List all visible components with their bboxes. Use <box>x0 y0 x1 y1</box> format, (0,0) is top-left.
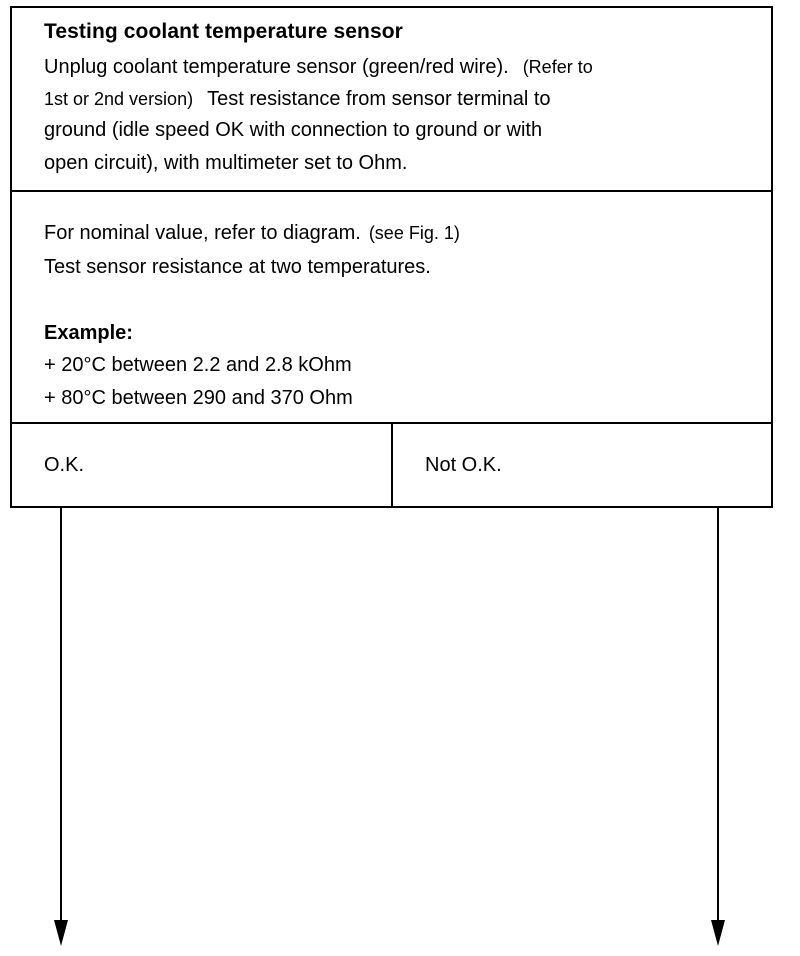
version-reference-note: (Refer to <box>522 57 593 77</box>
instruction-text-1: Unplug coolant temperature sensor (green/red wire). <box>44 56 509 78</box>
nominal-line-2: Test sensor resistance at two temperatures. <box>44 256 431 278</box>
example-value-2: + 80°C between 290 and 370 Ohm <box>44 387 353 409</box>
version-reference-note-cont: 1st or 2nd version) <box>44 89 194 109</box>
outcome-not-ok-label: Not O.K. <box>425 454 502 476</box>
ok-arrow-head-icon <box>54 920 68 946</box>
not-ok-arrow-head-icon <box>711 920 725 946</box>
instruction-text-2: Test resistance from sensor terminal to <box>207 88 551 110</box>
figure-reference: (see Fig. 1) <box>368 223 460 243</box>
instruction-line-4: open circuit), with multimeter set to Ohm. <box>44 152 408 174</box>
nominal-text-1: For nominal value, refer to diagram. <box>44 222 361 244</box>
instruction-line-3: ground (idle speed OK with connection to ground or with <box>44 119 543 141</box>
example-label: Example: <box>44 322 133 344</box>
outcome-ok-label: O.K. <box>44 454 85 476</box>
example-value-1: + 20°C between 2.2 and 2.8 kOhm <box>44 354 352 376</box>
procedure-title: Testing coolant temperature sensor <box>44 20 403 43</box>
